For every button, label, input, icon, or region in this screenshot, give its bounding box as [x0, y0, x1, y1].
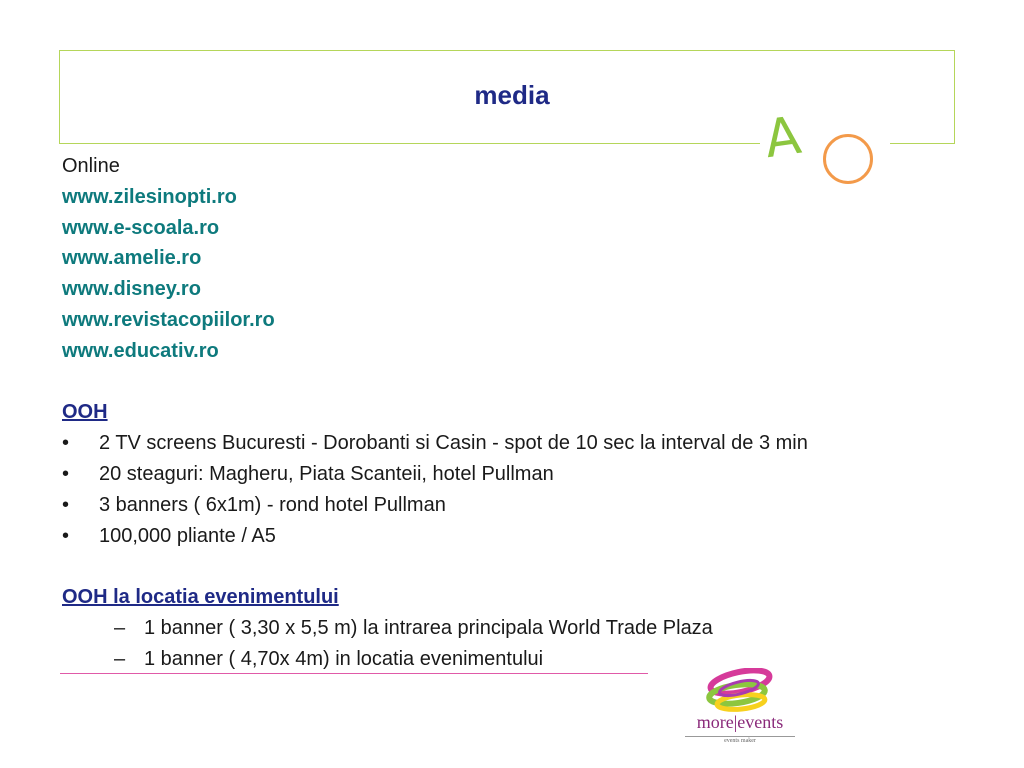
link-zilesinopti[interactable]: www.zilesinopti.ro	[62, 185, 237, 208]
ooh-heading: OOH	[62, 401, 108, 424]
spacer	[62, 551, 962, 582]
bullet-icon: •	[62, 432, 70, 455]
bullet-icon: •	[62, 462, 70, 485]
footer-divider	[60, 673, 648, 674]
list-item	[62, 490, 962, 521]
online-label: Online	[62, 155, 120, 177]
logo-word-events: events	[737, 712, 784, 732]
ooh-location-heading: OOH la locatia evenimentului	[62, 586, 339, 609]
more-events-logo	[685, 668, 795, 748]
spacer	[62, 367, 962, 398]
list-item	[62, 459, 962, 490]
list-item-text: 2 TV screens Bucuresti - Dorobanti si Casin - spot de 10 sec la interval de 3 min	[99, 432, 808, 455]
rings-logo-icon	[685, 668, 795, 714]
logo-tagline: events maker	[685, 736, 795, 744]
sub-list-item	[62, 613, 962, 644]
logo-word-more: more	[696, 712, 734, 732]
link-educativ[interactable]: www.educativ.ro	[62, 339, 219, 362]
bullet-icon: •	[62, 524, 70, 547]
list-item	[62, 521, 962, 552]
link-revistacopiilor[interactable]: www.revistacopiilor.ro	[62, 308, 275, 331]
list-item-text: 100,000 pliante / A5	[99, 524, 276, 547]
dash-icon: –	[114, 616, 126, 639]
slide-title: media	[474, 80, 550, 110]
dash-icon: –	[114, 647, 126, 670]
sub-list-item-text: 1 banner ( 3,30 x 5,5 m) la intrarea principala World Trade Plaza	[144, 616, 713, 639]
letter-a-decoration: A	[760, 105, 805, 171]
bullet-icon: •	[62, 493, 70, 516]
link-disney[interactable]: www.disney.ro	[62, 278, 201, 301]
sub-list-item-text: 1 banner ( 4,70x 4m) in locatia evenimentului	[144, 647, 544, 670]
list-item-text: 20 steaguri: Magheru, Piata Scanteii, hotel Pullman	[99, 462, 554, 485]
logo-separator: |	[733, 712, 738, 732]
logo-wordmark	[685, 712, 795, 733]
list-item	[62, 428, 962, 459]
link-e-scoala[interactable]: www.e-scoala.ro	[62, 216, 220, 239]
link-amelie[interactable]: www.amelie.ro	[62, 247, 202, 270]
slide-content	[62, 151, 962, 675]
list-item-text: 3 banners ( 6x1m) - rond hotel Pullman	[99, 493, 446, 516]
sub-list-item	[62, 644, 962, 675]
